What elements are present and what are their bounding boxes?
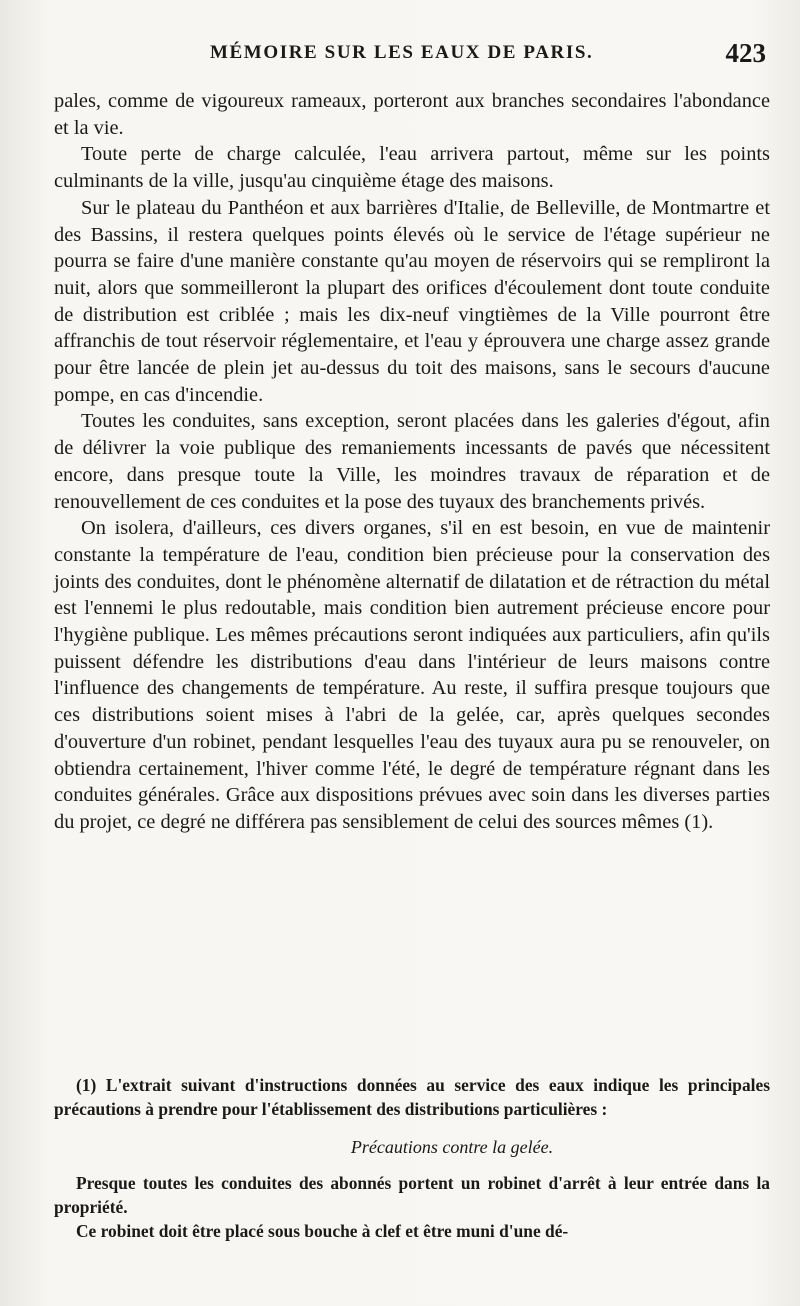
footnote-intro: (1) L'extrait suivant d'instructions données au service des eaux indique les principales précautions à prendre pour l'établissement des distributions particulières : [54, 1075, 770, 1119]
page-header [54, 38, 766, 72]
footnote-paragraph: Presque toutes les conduites des abonnés portent un robinet d'arrêt à leur entrée dans la propriété. [54, 1173, 770, 1217]
paragraph: Toute perte de charge calculée, l'eau arrivera partout, même sur les points culminants de la ville, jusqu'au cinquième étage des maisons. [54, 143, 770, 193]
paragraph: pales, comme de vigoureux rameaux, porteront aux branches secondaires l'abondance et la vie. [54, 90, 770, 139]
paragraph: Toutes les conduites, sans exception, seront placées dans les galeries d'égout, afin de délivrer la voie publique des remaniements incessants de pavés que nécessitent encore, dans presque toute la Ville, les moindres travaux de réparation et de renouvellement de ces conduites et la pose des tuyaux des branchements privés. [54, 410, 770, 513]
footnote-paragraph: Ce robinet doit être placé sous bouche à clef et être muni d'une dé- [76, 1221, 569, 1241]
footnote-subheading: Précautions contre la gelée. [350, 1137, 554, 1157]
footnote [54, 1073, 770, 1243]
paragraph: On isolera, d'ailleurs, ces divers organes, s'il en est besoin, en vue de maintenir constante la température de l'eau, condition bien précieuse pour la conservation des joints des conduites, dont le phénomène alternatif de dilatation et de rétraction du métal est l'ennemi le plus redoutable, mais condition bien autrement précieuse encore pour l'hygiène publique. Les mêmes précautions seront indiquées aux particuliers, afin qu'ils puissent défendre les distributions d'eau dans l'intérieur de leurs maisons contre l'influence des changements de température. Au reste, il suffira presque toujours que ces distributions soient mises à l'abri de la gelée, car, après quelques secondes d'ouverture d'un robinet, pendant lesquelles l'eau des tuyaux aura pu se renouveler, on obtiendra certainement, l'hiver comme l'été, le degré de température régnant dans les conduites générales. Grâce aux dispositions prévues avec soin dans les diverses parties du projet, ce degré ne différera pas sensiblement de celui des sources mêmes (1). [54, 517, 770, 833]
paragraph: Sur le plateau du Panthéon et aux barrières d'Italie, de Belleville, de Montmartre et des Bassins, il restera quelques points élevés où le service de l'étage supérieur ne pourra se faire d'une manière constante qu'au moyen de réservoirs qui se rempliront la nuit, alors que sommeilleront la plupart des orifices d'écoulement dont toute conduite de distribution est criblée ; mais les dix-neuf vingtièmes de la Ville pourront être affranchis de tout réservoir réglementaire, et l'eau y éprouvera une charge assez grande pour être lancée de plein jet au-dessus du toit des maisons, sans le secours d'aucune pompe, en cas d'incendie. [54, 196, 770, 406]
running-title: MÉMOIRE SUR LES EAUX DE PARIS. [210, 42, 594, 63]
main-text [54, 88, 770, 836]
page-number: 423 [725, 38, 766, 68]
